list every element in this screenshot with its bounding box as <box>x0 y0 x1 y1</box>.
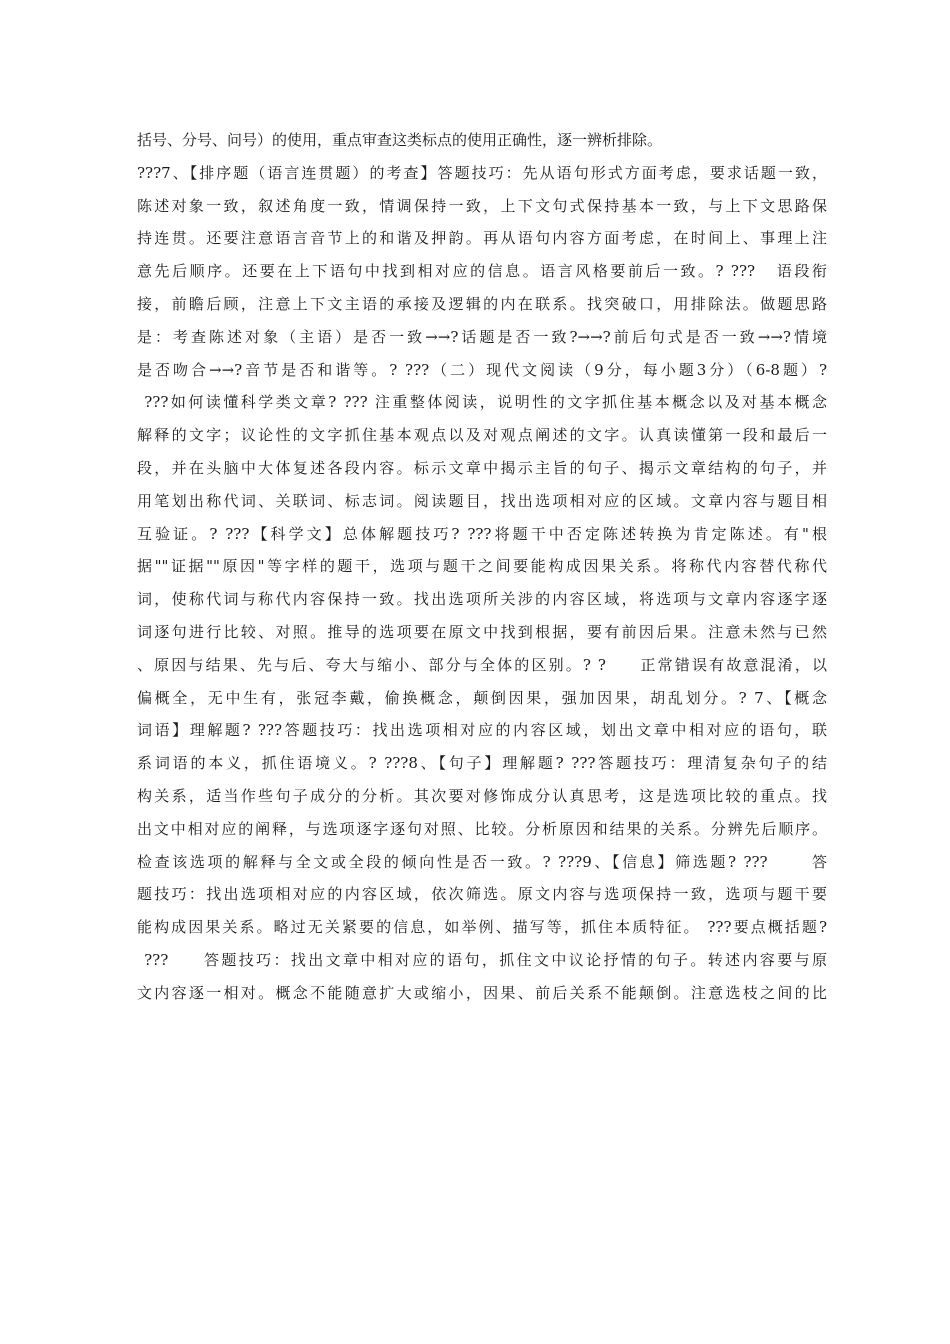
text-line: 文内容逐一相对。概念不能随意扩大或缩小，因果、前后关系不能颠倒。注意选枝之间的比 <box>137 983 827 1002</box>
text-line: 用笔划出称代词、关联词、标志词。阅读题目，找出选项相对应的区域。文章内容与题目相 <box>137 491 827 510</box>
text-line: 、原因与结果、先与后、夸大与缩小、部分与全体的区别。? ? 正常错误有故意混淆，以 <box>137 655 827 674</box>
text-line: 是否吻合→→?音节是否和谐等。? ???（二）现代文阅读（9分，每小题3分）（6-8题）? <box>137 360 827 379</box>
text-line: ???如何读懂科学类文章? ??? 注重整体阅读，说明性的文字抓住基本概念以及对基本概念 <box>137 393 827 412</box>
text-line: 词，使称代词与称代内容保持一致。找出选项所关涉的内容区域，将选项与文章内容逐字逐 <box>137 590 827 609</box>
text-line: 陈述对象一致，叙述角度一致，情调保持一致，上下文句式保持基本一致，与上下文思路保 <box>137 196 827 215</box>
text-line: 是：考查陈述对象（主语）是否一致→→?话题是否一致?→→?前后句式是否一致→→?情境 <box>137 327 827 346</box>
text-line: 出文中相对应的阐释，与选项逐字逐句对照、比较。分析原因和结果的关系。分辨先后顺序。 <box>137 819 827 838</box>
text-line: 题技巧：找出选项相对应的内容区域，依次筛选。原文内容与选项保持一致，选项与题干要 <box>137 885 827 904</box>
text-line: 段，并在头脑中大体复述各段内容。标示文章中揭示主旨的句子、揭示文章结构的句子，并 <box>137 458 827 477</box>
text-line: ??? 答题技巧：找出文章中相对应的语句，抓住文中议论抒情的句子。转述内容要与原 <box>137 950 827 969</box>
text-line: 接，前瞻后顾，注意上下文主语的承接及逻辑的内在联系。找突破口，用排除法。做题思路 <box>137 294 827 313</box>
text-line: 偏概全，无中生有，张冠李戴，偷换概念，颠倒因果，强加因果，胡乱划分。? 7、【概念 <box>137 688 827 707</box>
text-line: 持连贯。还要注意语言音节上的和谐及押韵。再从语句内容方面考虑，在时间上、事理上注 <box>137 229 827 248</box>
text-line: 词逐句进行比较、对照。推导的选项要在原文中找到根据，要有前因后果。注意未然与已然 <box>137 622 827 641</box>
text-line: 解释的文字；议论性的文字抓住基本观点以及对观点阐述的文字。认真读懂第一段和最后一 <box>137 426 827 445</box>
text-line: 系词语的本义，抓住语境义。? ???8、【句子】理解题? ???答题技巧：理清复杂句子的结 <box>137 754 827 773</box>
text-line: 检查该选项的解释与全文或全段的倾向性是否一致。? ???9、【信息】筛选题? ??? 答 <box>137 852 827 871</box>
text-line: 词语】理解题? ???答题技巧：找出选项相对应的内容区域，划出文章中相对应的语句，联 <box>137 721 827 740</box>
text-line: 构关系，适当作些句子成分的分析。其次要对修饰成分认真思考，这是选项比较的重点。找 <box>137 786 827 805</box>
document-text <box>137 124 827 1010</box>
text-line: 意先后顺序。还要在上下语句中找到相对应的信息。语言风格要前后一致。? ??? 语段衔 <box>137 262 827 281</box>
text-line: ???7、【排序题（语言连贯题）的考查】答题技巧：先从语句形式方面考虑，要求话题一致， <box>137 163 827 182</box>
text-line: 括号、分号、问号）的使用，重点审查这类标点的使用正确性，逐一辨析排除。 <box>137 131 663 149</box>
text-line: 据""证据""原因"等字样的题干，选项与题干之间要能构成因果关系。将称代内容替代称代 <box>137 557 827 576</box>
text-line: 互验证。? ???【科学文】总体解题技巧? ???将题干中否定陈述转换为肯定陈述。有"根 <box>137 524 827 543</box>
text-line: 能构成因果关系。略过无关紧要的信息，如举例、描写等，抓住本质特征。 ???要点概括题? <box>137 918 827 937</box>
